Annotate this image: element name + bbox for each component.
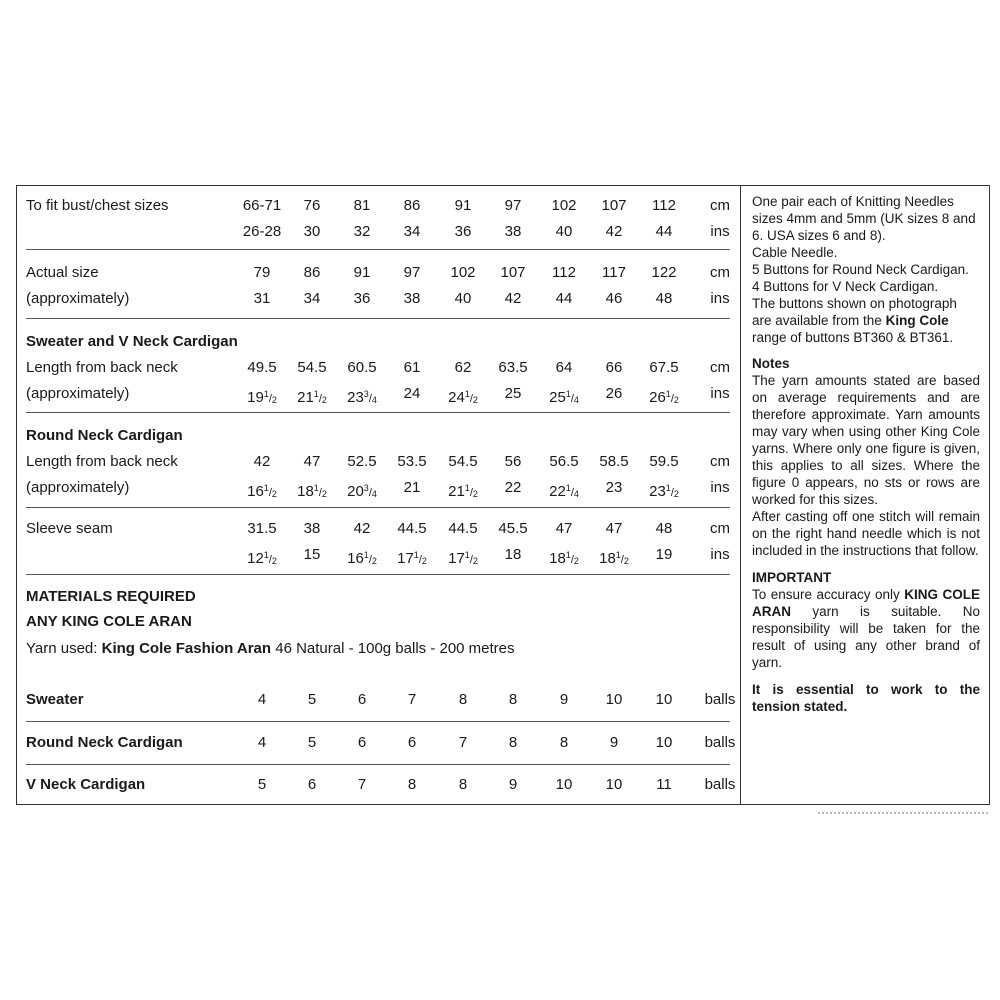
measurements-table bbox=[16, 185, 740, 805]
size-value: 102 bbox=[450, 264, 476, 281]
size-value: 58.5 bbox=[599, 453, 629, 470]
size-value: 9 bbox=[508, 776, 518, 793]
size-value: 42 bbox=[605, 223, 623, 240]
size-value: 10 bbox=[555, 776, 573, 793]
size-value: 40 bbox=[555, 223, 573, 240]
size-value: 47 bbox=[303, 453, 321, 470]
size-value: 9 bbox=[609, 734, 619, 751]
size-value: 122 bbox=[651, 264, 677, 281]
size-value: 49.5 bbox=[247, 359, 277, 376]
unit-balls: balls bbox=[704, 776, 736, 793]
size-value: 44.5 bbox=[397, 520, 427, 537]
size-value: 44 bbox=[555, 290, 573, 307]
unit-cm: cm bbox=[710, 264, 730, 281]
size-value: 10 bbox=[605, 776, 623, 793]
size-value: 44.5 bbox=[448, 520, 478, 537]
approx-label: (approximately) bbox=[26, 385, 130, 402]
buttons-round-text: 5 Buttons for Round Neck Cardigan. bbox=[752, 262, 969, 277]
approx-label: (approximately) bbox=[26, 479, 130, 496]
size-value: 8 bbox=[407, 776, 417, 793]
size-value: 42 bbox=[353, 520, 371, 537]
size-value: 86 bbox=[403, 197, 421, 214]
size-value: 26 bbox=[605, 385, 623, 402]
unit-cm: cm bbox=[710, 453, 730, 470]
size-value: $18^1/_2$ bbox=[599, 550, 629, 567]
size-value: 91 bbox=[454, 197, 472, 214]
size-value: 45.5 bbox=[498, 520, 528, 537]
length-label: Length from back neck bbox=[26, 359, 178, 376]
size-value: 31.5 bbox=[247, 520, 277, 537]
cable-needle-text: Cable Needle. bbox=[752, 245, 838, 260]
actual-ins-row bbox=[26, 286, 740, 312]
actual-cm-row bbox=[26, 260, 740, 286]
unit-ins: ins bbox=[710, 546, 730, 563]
size-value: 76 bbox=[303, 197, 321, 214]
size-value: 48 bbox=[655, 290, 673, 307]
unit-balls: balls bbox=[704, 691, 736, 708]
row-rule bbox=[26, 318, 730, 319]
sweater-length-cm-row bbox=[26, 355, 740, 381]
size-value: 56 bbox=[504, 453, 522, 470]
size-value: $16^1/_2$ bbox=[247, 483, 277, 500]
size-value: 79 bbox=[253, 264, 271, 281]
size-value: $16^1/_2$ bbox=[347, 550, 377, 567]
size-value: 7 bbox=[357, 776, 367, 793]
size-value: 52.5 bbox=[347, 453, 377, 470]
unit-ins: ins bbox=[710, 479, 730, 496]
size-value: 6 bbox=[357, 691, 367, 708]
size-value: $23^3/_4$ bbox=[347, 389, 377, 406]
size-value: 36 bbox=[454, 223, 472, 240]
size-value: 5 bbox=[257, 776, 267, 793]
approx-label: (approximately) bbox=[26, 290, 130, 307]
balls-row bbox=[26, 687, 740, 713]
buttons-photo-c: range of buttons BT360 & BT361. bbox=[752, 330, 954, 345]
size-value: 18 bbox=[504, 546, 522, 563]
size-value: 15 bbox=[303, 546, 321, 563]
size-value: 8 bbox=[508, 691, 518, 708]
sleeve-label: Sleeve seam bbox=[26, 520, 113, 537]
sweater-length-ins-row bbox=[26, 381, 740, 407]
row-rule bbox=[26, 574, 730, 575]
notes-column bbox=[752, 193, 980, 715]
balls-row-label: Sweater bbox=[26, 691, 84, 708]
size-value: 8 bbox=[458, 691, 468, 708]
yarn-prefix: Yarn used: bbox=[26, 640, 102, 657]
unit-cm: cm bbox=[710, 520, 730, 537]
size-value: 25 bbox=[504, 385, 522, 402]
row-rule bbox=[26, 721, 730, 722]
size-value: 46 bbox=[605, 290, 623, 307]
unit-ins: ins bbox=[710, 223, 730, 240]
materials-heading: MATERIALS REQUIRED bbox=[26, 588, 196, 605]
size-value: 63.5 bbox=[498, 359, 528, 376]
size-value: 38 bbox=[403, 290, 421, 307]
size-value: 23 bbox=[605, 479, 623, 496]
row-rule bbox=[26, 507, 730, 508]
size-value: $21^1/_2$ bbox=[297, 389, 327, 406]
important-c: yarn is suitable. No responsibility will be taken for the result of using any other brand of yarn. bbox=[752, 604, 980, 670]
size-value: 8 bbox=[458, 776, 468, 793]
size-value: 81 bbox=[353, 197, 371, 214]
balls-row-label: Round Neck Cardigan bbox=[26, 734, 183, 751]
unit-ins: ins bbox=[710, 290, 730, 307]
size-value: 11 bbox=[656, 776, 672, 793]
fit-ins-row bbox=[26, 219, 740, 245]
yarn-used-line bbox=[26, 638, 515, 660]
buttons-photo-text bbox=[752, 295, 980, 346]
size-value: 66-71 bbox=[242, 197, 282, 214]
size-value: 9 bbox=[559, 691, 569, 708]
size-value: 112 bbox=[652, 197, 676, 214]
size-value: 97 bbox=[403, 264, 421, 281]
important-heading: IMPORTANT bbox=[752, 570, 832, 585]
size-value: 24 bbox=[403, 385, 421, 402]
size-value: 6 bbox=[407, 734, 417, 751]
size-value: $17^1/_2$ bbox=[397, 550, 427, 567]
actual-label: Actual size bbox=[26, 264, 99, 281]
size-value: 5 bbox=[307, 734, 317, 751]
sleeve-cm-row bbox=[26, 516, 740, 542]
size-value: 30 bbox=[303, 223, 321, 240]
size-value: 64 bbox=[555, 359, 573, 376]
size-value: $25^1/_4$ bbox=[549, 389, 579, 406]
size-value: $18^1/_2$ bbox=[549, 550, 579, 567]
size-value: $20^3/_4$ bbox=[347, 483, 377, 500]
unit-cm: cm bbox=[710, 359, 730, 376]
size-value: 22 bbox=[504, 479, 522, 496]
size-value: 61 bbox=[403, 359, 421, 376]
balls-row bbox=[26, 772, 740, 798]
size-value: 54.5 bbox=[448, 453, 478, 470]
size-value: 4 bbox=[257, 734, 267, 751]
size-value: 112 bbox=[552, 264, 576, 281]
size-value: 26-28 bbox=[242, 223, 282, 240]
column-divider bbox=[740, 185, 741, 805]
size-value: $19^1/_2$ bbox=[247, 389, 277, 406]
size-value: 38 bbox=[504, 223, 522, 240]
size-value: 19 bbox=[655, 546, 673, 563]
size-value: $12^1/_2$ bbox=[247, 550, 277, 567]
needles-text: One pair each of Knitting Needles sizes 4mm and 5mm (UK sizes 8 and 6. USA sizes 6 and 8). bbox=[752, 194, 976, 243]
size-value: 7 bbox=[458, 734, 468, 751]
length-label: Length from back neck bbox=[26, 453, 178, 470]
size-value: 38 bbox=[303, 520, 321, 537]
balls-row bbox=[26, 730, 740, 756]
size-value: 48 bbox=[655, 520, 673, 537]
buttons-v-text: 4 Buttons for V Neck Cardigan. bbox=[752, 279, 939, 294]
size-value: 44 bbox=[655, 223, 673, 240]
balls-row-label: V Neck Cardigan bbox=[26, 776, 146, 793]
size-value: $24^1/_2$ bbox=[448, 389, 478, 406]
size-value: 62 bbox=[454, 359, 472, 376]
size-value: 10 bbox=[605, 691, 623, 708]
tension-text: It is essential to work to the tension stated. bbox=[752, 682, 980, 714]
size-value: 42 bbox=[504, 290, 522, 307]
sweater-vneck-heading: Sweater and V Neck Cardigan bbox=[26, 333, 238, 350]
size-value: $17^1/_2$ bbox=[448, 550, 478, 567]
size-value: 34 bbox=[303, 290, 321, 307]
notes-text: The yarn amounts stated are based on average requirements and are therefore approximate. Yarn amounts may vary when using other King Cole yarns. Where only one figure is given, this applies to all sizes. Where the figure 0 appears, no sts or rows are worked for this sizes. bbox=[752, 373, 980, 507]
size-value: 97 bbox=[504, 197, 522, 214]
size-value: 102 bbox=[551, 197, 577, 214]
size-value: 117 bbox=[602, 264, 626, 281]
roundneck-length-cm-row bbox=[26, 449, 740, 475]
buttons-photo-brand: King Cole bbox=[885, 313, 949, 328]
size-value: 40 bbox=[454, 290, 472, 307]
size-value: 91 bbox=[353, 264, 371, 281]
size-value: 6 bbox=[357, 734, 367, 751]
sleeve-ins-row bbox=[26, 542, 740, 568]
size-value: 47 bbox=[605, 520, 623, 537]
size-value: 66 bbox=[605, 359, 623, 376]
important-text bbox=[752, 586, 980, 671]
size-value: 54.5 bbox=[297, 359, 327, 376]
size-value: 86 bbox=[303, 264, 321, 281]
size-value: 36 bbox=[353, 290, 371, 307]
important-a: To ensure accuracy only bbox=[752, 587, 905, 602]
size-value: 53.5 bbox=[397, 453, 427, 470]
size-value: $23^1/_2$ bbox=[649, 483, 679, 500]
size-value: $22^1/_4$ bbox=[549, 483, 579, 500]
size-value: $26^1/_2$ bbox=[649, 389, 679, 406]
size-value: 8 bbox=[559, 734, 569, 751]
size-value: 60.5 bbox=[347, 359, 377, 376]
size-value: 59.5 bbox=[649, 453, 679, 470]
size-value: 10 bbox=[655, 691, 673, 708]
roundneck-length-ins-row bbox=[26, 475, 740, 501]
size-value: 10 bbox=[655, 734, 673, 751]
notes-heading: Notes bbox=[752, 356, 790, 371]
yarn-details: 46 Natural - 100g balls - 200 metres bbox=[271, 640, 515, 657]
row-rule bbox=[26, 764, 730, 765]
unit-balls: balls bbox=[704, 734, 736, 751]
size-value: 21 bbox=[403, 479, 421, 496]
size-value: 107 bbox=[601, 197, 627, 214]
size-value: 8 bbox=[508, 734, 518, 751]
size-value: 56.5 bbox=[549, 453, 579, 470]
size-value: 34 bbox=[403, 223, 421, 240]
buttons-photo-a: The buttons shown on photograph are available from the bbox=[752, 296, 957, 328]
size-value: 31 bbox=[253, 290, 271, 307]
row-rule bbox=[26, 249, 730, 250]
size-value: 42 bbox=[253, 453, 271, 470]
round-neck-heading: Round Neck Cardigan bbox=[26, 427, 183, 444]
size-value: 32 bbox=[353, 223, 371, 240]
size-value: 67.5 bbox=[649, 359, 679, 376]
notes-casting-off-text: After casting off one stitch will remain on the right hand needle which is not included in the instructions that follow. bbox=[752, 509, 980, 558]
size-value: 107 bbox=[500, 264, 526, 281]
size-value: 4 bbox=[257, 691, 267, 708]
row-rule bbox=[26, 412, 730, 413]
size-value: $18^1/_2$ bbox=[297, 483, 327, 500]
unit-cm: cm bbox=[710, 197, 730, 214]
size-value: 7 bbox=[407, 691, 417, 708]
size-value: 6 bbox=[307, 776, 317, 793]
size-value: 5 bbox=[307, 691, 317, 708]
size-value: $21^1/_2$ bbox=[448, 483, 478, 500]
fit-label: To fit bust/chest sizes bbox=[26, 197, 169, 214]
size-value: 47 bbox=[555, 520, 573, 537]
fit-cm-row bbox=[26, 193, 740, 219]
footer-mark bbox=[818, 812, 988, 820]
aran-heading: ANY KING COLE ARAN bbox=[26, 613, 192, 630]
unit-ins: ins bbox=[710, 385, 730, 402]
yarn-brand: King Cole Fashion Aran bbox=[101, 640, 272, 657]
important-brand: KING COLE ARAN bbox=[752, 587, 980, 619]
